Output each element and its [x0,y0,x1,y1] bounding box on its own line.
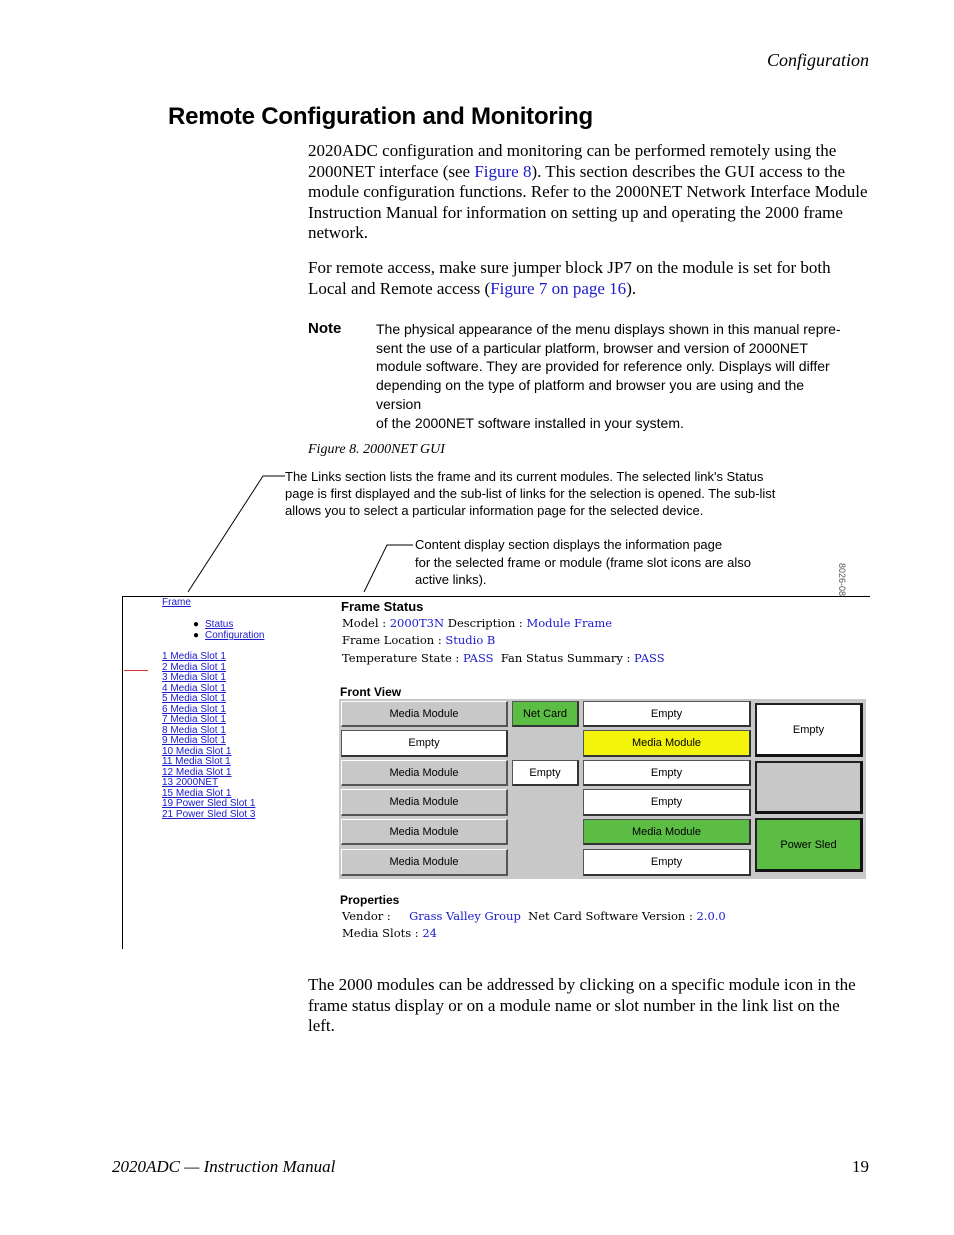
slot-module[interactable]: Media Module [341,760,508,786]
figure7-link[interactable]: Figure 7 on page 16 [490,278,627,298]
vendor-label: Vendor : [342,909,395,923]
nav-module-link[interactable]: 6 Media Slot 1 [162,703,226,715]
nav-module-link[interactable]: 7 Media Slot 1 [162,714,226,725]
nav-module-link[interactable]: 1 Media Slot 1 [162,651,226,662]
note-label: Note [308,320,342,337]
nav-module-link[interactable]: 19 Power Sled Slot 1 [162,798,256,809]
nav-module-link[interactable]: 5 Media Slot 1 [162,693,226,704]
slot-module[interactable]: Empty [512,760,579,786]
model-value: 2000T3N [389,616,445,630]
nav-frame-link[interactable]: Frame [162,597,191,608]
temperature-row [342,651,665,665]
figure-caption: Figure 8. 2000NET GUI [308,442,445,457]
para1-text-a: 2020ADC configuration and monitoring can be performed remotely using the 2000NET interface (see [308,141,837,181]
slot-module[interactable]: Media Module [341,789,508,816]
model-label: Model : [342,616,390,630]
nav-module-link[interactable]: 10 Media Slot 1 [162,745,232,757]
callout-line: Content display section displays the information page [415,537,723,552]
bullet-icon: ● [193,630,200,641]
model-row [342,616,612,630]
description-value: Module Frame [526,616,613,630]
page-number: 19 [852,1157,869,1176]
location-value: Studio B [445,633,496,647]
nav-module-link[interactable]: 8 Media Slot 1 [162,724,226,736]
front-view-title: Front View [340,685,402,699]
slot-module[interactable]: Empty [583,789,751,816]
selection-marker [124,670,148,671]
location-row [342,633,495,647]
temperature-value: PASS [462,651,494,665]
nav-module-list [162,652,255,820]
nav-module-link[interactable]: 12 Media Slot 1 [162,766,232,778]
slot-module[interactable]: Media Module [583,819,751,845]
note-line: sent the use of a particular platform, browser and version of 2000NET [376,339,808,356]
media-slots-value: 24 [422,926,437,940]
power-sled-slot[interactable]: Power Sled [755,818,863,872]
media-slots-label: Media Slots : [342,926,423,940]
vendor-value: Grass Valley Group [409,909,521,923]
fan-value: PASS [634,651,665,665]
note-line: of the 2000NET software installed in your system. [376,414,684,431]
para1-text-b: ). This section describes the GUI access to the module configuration functions. Refer to the 2000NET Network Interface Module Instruction Manual for information on setting up and operating the 2000 frame network. [308,161,868,242]
front-view-panel [339,699,866,879]
figure8-link[interactable]: Figure 8 [474,161,532,181]
nav-status-link[interactable]: Status [205,619,234,630]
nav-module-link[interactable]: 21 Power Sled Slot 3 [162,808,256,820]
nav-module-link[interactable]: 13 2000NET [162,777,219,788]
callout-line: The Links section lists the frame and its current modules. The selected link's Status [285,469,764,484]
running-header: Configuration [766,50,869,70]
slot-module[interactable]: Media Module [341,819,508,845]
para2-text-a: For remote access, make sure jumper block JP7 on the module is set for both Local and Remote access ( [308,258,831,298]
nav-module-link[interactable]: 9 Media Slot 1 [162,735,226,746]
nav-module-link[interactable]: 11 Media Slot 1 [162,756,231,767]
addressing-paragraph: The 2000 modules can be addressed by clicking on a specific module icon in the frame status display or on a module name or slot number in the link list on the left. [308,975,856,1035]
callout-line: active links). [415,572,487,587]
slot-module[interactable]: Empty [583,849,751,876]
para2-text-b: ). [626,278,637,298]
nav-module-link[interactable]: 4 Media Slot 1 [162,682,226,694]
fan-label: Fan Status Summary : [500,651,635,665]
media-slots-row [342,926,437,940]
software-version-label: Net Card Software Version : [528,909,697,923]
bullet-icon: ● [193,619,200,630]
net-card-slot[interactable]: Net Card [512,701,579,727]
gui-left-border [122,596,123,949]
nav-module-link[interactable]: 2 Media Slot 1 [162,661,226,673]
slot-module[interactable]: Empty [341,730,508,757]
callout-line: page is first displayed and the sub-list of links for the selection is opened. The sub-list [285,486,776,501]
frame-status-title: Frame Status [341,599,424,614]
section-heading: Remote Configuration and Monitoring [168,103,593,130]
temperature-label: Temperature State : [342,651,463,665]
slot-module[interactable]: Media Module [341,849,508,876]
power-slot-top[interactable]: Empty [755,703,863,757]
slot-module[interactable]: Media Module [583,730,751,757]
vendor-row [342,909,726,923]
note-line: depending on the type of platform and browser you are using and the version [376,377,805,412]
gui-top-border [122,596,870,597]
footer-title: 2020ADC — Instruction Manual [112,1157,336,1176]
nav-module-link[interactable]: 3 Media Slot 1 [162,672,226,683]
power-slot-empty[interactable] [755,761,863,814]
slot-module[interactable]: Empty [583,760,751,786]
slot-module[interactable]: Media Module [341,701,508,727]
software-version-value: 2.0.0 [696,909,726,923]
figure-code: 8026-08 [837,563,847,597]
nav-module-link[interactable]: 15 Media Slot 1 [162,787,232,799]
note-line: The physical appearance of the menu displays shown in this manual repre- [376,321,841,337]
location-label: Frame Location : [342,633,446,647]
callout-line: for the selected frame or module (frame slot icons are also [415,554,751,570]
callout-line: allows you to select a particular information page for the selected device. [285,503,704,518]
nav-configuration-link[interactable]: Configuration [205,630,265,641]
note-line: module software. They are provided for reference only. Displays will differ [376,358,830,375]
description-label: Description : [444,616,527,630]
properties-title: Properties [340,893,400,907]
slot-module[interactable]: Empty [583,701,751,727]
